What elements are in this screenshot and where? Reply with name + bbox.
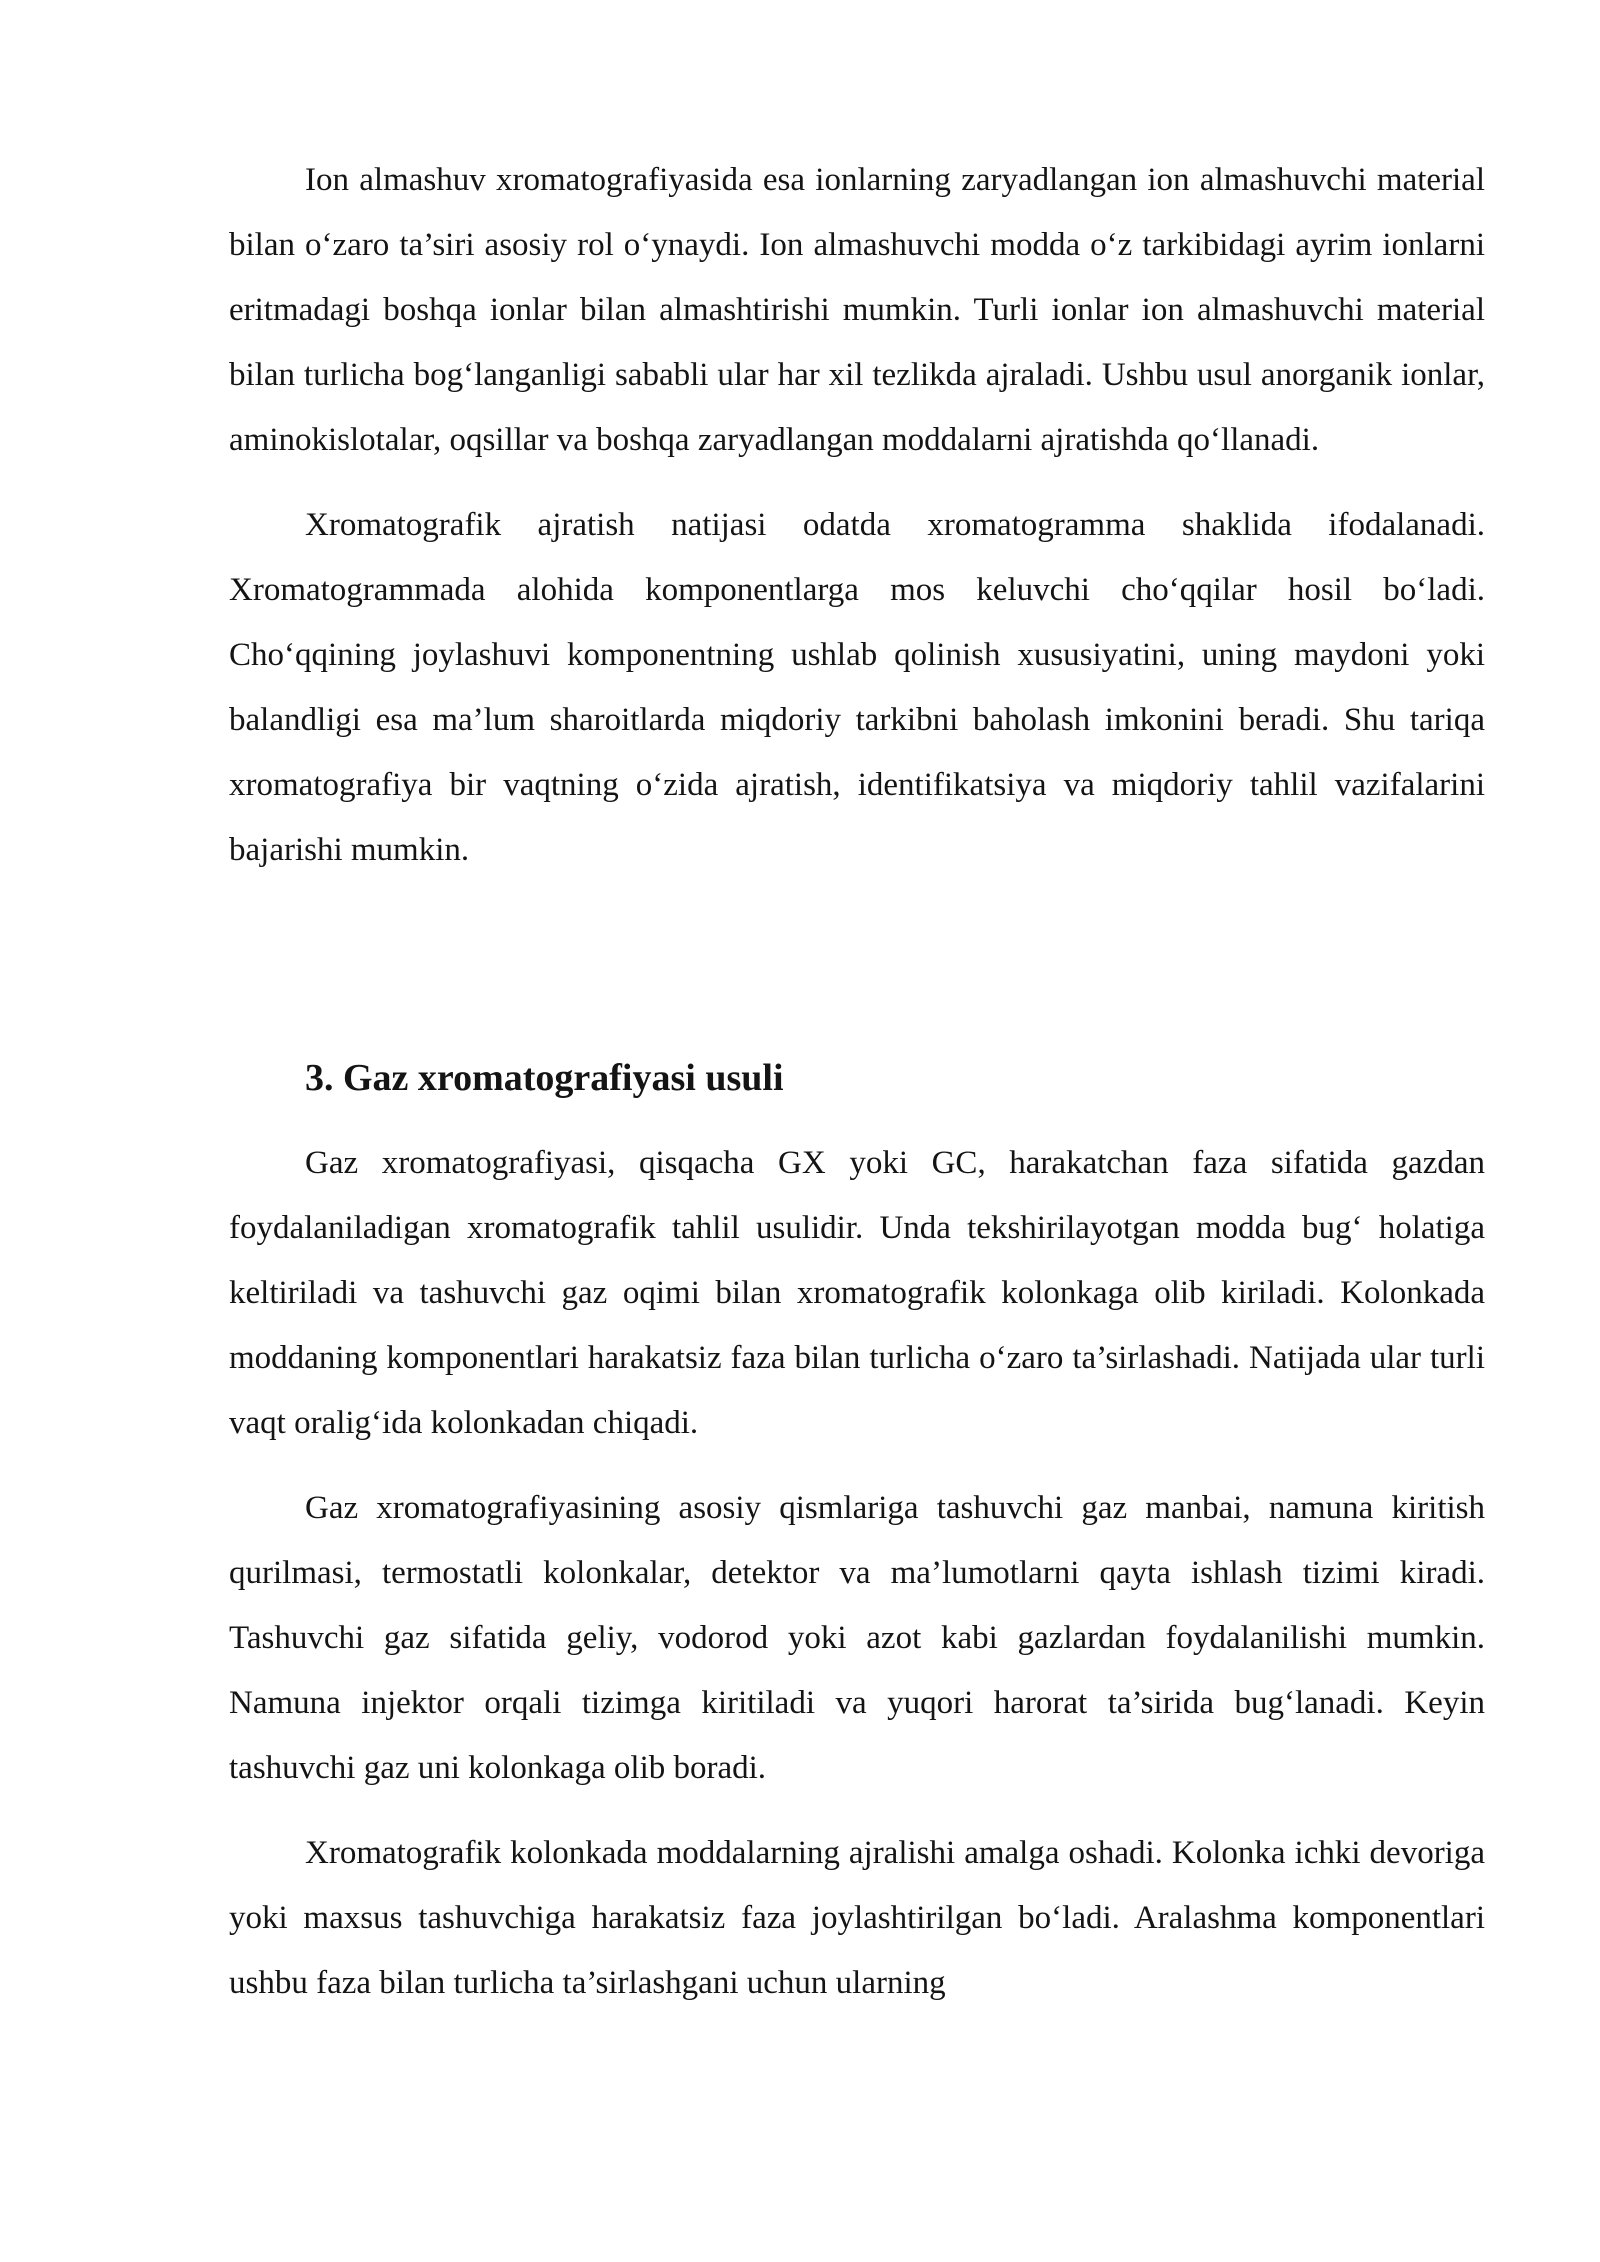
page-content bbox=[229, 148, 1485, 2016]
paragraph-column-separation: Xromatografik kolonkada moddalarning ajralishi amalga oshadi. Kolonka ichki devoriga yoki maxsus tashuvchiga harakatsiz faza joylashtirilgan bo‘ladi. Aralashma komponentlari ushbu faza bilan turlicha ta’sirlashgani uchun ularning bbox=[229, 1835, 1485, 2001]
paragraph-chromatogram: Xromatografik ajratish natijasi odatda xromatogramma shaklida ifodalanadi. Xromatogrammada alohida komponentlarga mos keluvchi cho‘qqilar hosil bo‘ladi. Cho‘qqining joylashuvi komponentning ushlab qolinish xususiyatini, uning maydoni yoki balandligi esa ma’lum sharoitlarda miqdoriy tarkibni baholash imkonini beradi. Shu tariqa xromatografiya bir vaqtning o‘zida ajratish, identifikatsiya va miqdoriy tahlil vazifalarini bajarishi mumkin. bbox=[229, 507, 1485, 868]
paragraph-ion-exchange: Ion almashuv xromatografiyasida esa ionlarning zaryadlangan ion almashuvchi material bilan o‘zaro ta’siri asosiy rol o‘ynaydi. Ion almashuvchi modda o‘z tarkibidagi ayrim ionlarni eritmadagi boshqa ionlar bilan almashtirishi mumkin. Turli ionlar ion almashuvchi material bilan turlicha bog‘langanligi sababli ular har xil tezlikda ajraladi. Ushbu usul anorganik ionlar, aminokislotalar, oqsillar va boshqa zaryadlangan moddalarni ajratishda qo‘llanadi. bbox=[229, 162, 1485, 458]
section-heading: 3. Gaz xromatografiyasi usuli bbox=[305, 1057, 784, 1099]
paragraph-gas-chromatography-parts: Gaz xromatografiyasining asosiy qismlariga tashuvchi gaz manbai, namuna kiritish qurilmasi, termostatli kolonkalar, detektor va ma’lumotlarni qayta ishlash tizimi kiradi. Tashuvchi gaz sifatida geliy, vodorod yoki azot kabi gazlardan foydalanilishi mumkin. Namuna injektor orqali tizimga kiritiladi va yuqori harorat ta’sirida bug‘lanadi. Keyin tashuvchi gaz uni kolonkaga olib boradi. bbox=[229, 1490, 1485, 1786]
paragraph-gas-chromatography-intro: Gaz xromatografiyasi, qisqacha GX yoki GC, harakatchan faza sifatida gazdan foydalaniladigan xromatografik tahlil usulidir. Unda tekshirilayotgan modda bug‘ holatiga keltiriladi va tashuvchi gaz oqimi bilan xromatografik kolonkaga olib kiriladi. Kolonkada moddaning komponentlari harakatsiz faza bilan turlicha o‘zaro ta’sirlashadi. Natijada ular turli vaqt oralig‘ida kolonkadan chiqadi. bbox=[229, 1145, 1485, 1441]
